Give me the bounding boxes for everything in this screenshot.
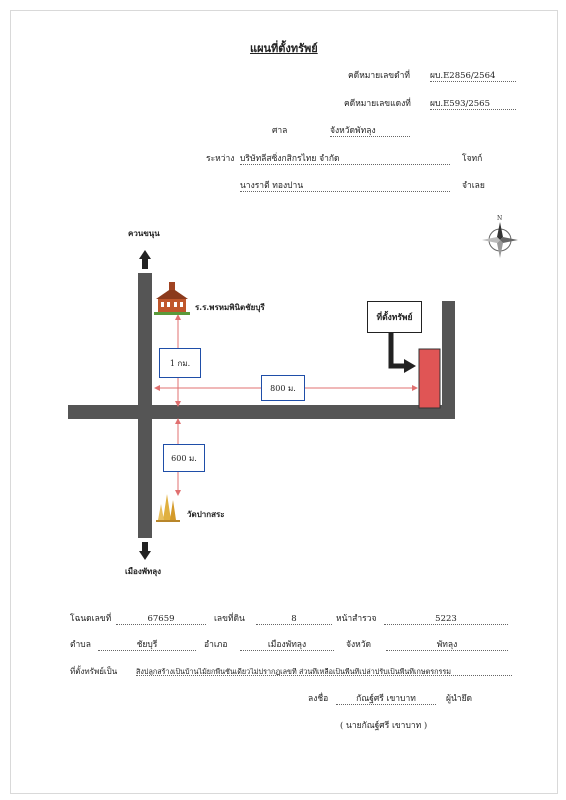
property-pointer-icon: [391, 333, 405, 366]
north-arrow-icon: [139, 250, 151, 269]
plaintiff-role: โจทก์: [462, 154, 483, 164]
red-case-number: ผบ.E593/2565: [430, 100, 516, 110]
title-deed-label: โฉนดเลขที่: [70, 614, 112, 624]
district-label: อำเภอ: [204, 640, 228, 650]
red-case-label: คดีหมายเลขแดงที่: [344, 99, 411, 109]
province-value: พัทลุง: [386, 641, 508, 651]
land-number: 8: [256, 615, 332, 625]
property-marker: [419, 349, 440, 408]
title-deed-number: 67659: [116, 615, 206, 625]
main-road: [68, 405, 452, 419]
distance-north-text: 1 กม.: [169, 358, 191, 368]
survey-page-label: หน้าสำรวจ: [336, 614, 377, 624]
defendant-role: จำเลย: [462, 181, 485, 191]
distance-south-text: 600 ม.: [171, 453, 197, 463]
defendant-name: นางราตี ทองปาน: [240, 182, 450, 192]
signer-full-name: ( นายกัณฐ์ศรี เขาบาท ): [340, 721, 428, 731]
black-case-label: คดีหมายเลขดำที่: [348, 71, 410, 81]
property-label: ที่ตั้งทรัพย์: [376, 313, 413, 323]
south-destination-label: เมืองพัทลุง: [125, 566, 162, 576]
court-name: จังหวัดพัทลุง: [330, 127, 410, 137]
north-destination-label: ควนขนุน: [128, 228, 160, 238]
subdistrict-value: ชัยบุรี: [98, 641, 196, 651]
side-road: [442, 301, 455, 419]
district-value: เมืองพัทลุง: [240, 641, 334, 651]
svg-text:N: N: [497, 215, 503, 222]
description-label: ที่ตั้งทรัพย์เป็น: [70, 667, 118, 676]
property-label-box: [367, 301, 422, 333]
school-icon: [154, 282, 190, 315]
between-label: ระหว่าง: [206, 154, 235, 164]
temple-icon: [156, 494, 180, 522]
distance-east-text: 800 ม.: [270, 383, 296, 393]
subdistrict-label: ตำบล: [70, 640, 91, 650]
south-arrow-icon: [139, 542, 151, 560]
court-label: ศาล: [272, 126, 288, 136]
property-description: สิ่งปลูกสร้างเป็นบ้านไม้ยกพื้นชั้นเดียวไม่ปรากฏเลขที่ ส่วนที่เหลือเป็นพื้นที่เปล่าปรับเป็นพื้นที่เกษตรกรรม: [136, 668, 512, 676]
school-label: ร.ร.พรหมพินิตชัยบุรี: [195, 302, 265, 312]
black-case-number: ผบ.E2856/2564: [430, 72, 516, 82]
province-label: จังหวัด: [346, 640, 372, 650]
plaintiff-name: บริษัทลีสซิ่งกสิกรไทย จำกัด: [240, 155, 450, 165]
signer-role: ผู้นำยึด: [446, 694, 473, 704]
sign-label: ลงชื่อ: [308, 694, 329, 704]
land-no-label: เลขที่ดิน: [214, 614, 245, 624]
survey-page-number: 5223: [384, 615, 508, 625]
distance-box-north: [159, 348, 201, 378]
distance-box-east: [261, 375, 305, 401]
page-title: แผนที่ตั้งทรัพย์: [250, 42, 318, 55]
signer-name: กัณฐ์ศรี เขาบาท: [336, 695, 436, 705]
distance-box-south: [163, 444, 205, 472]
compass-icon: [482, 215, 518, 258]
temple-label: วัดปากสระ: [187, 509, 225, 519]
